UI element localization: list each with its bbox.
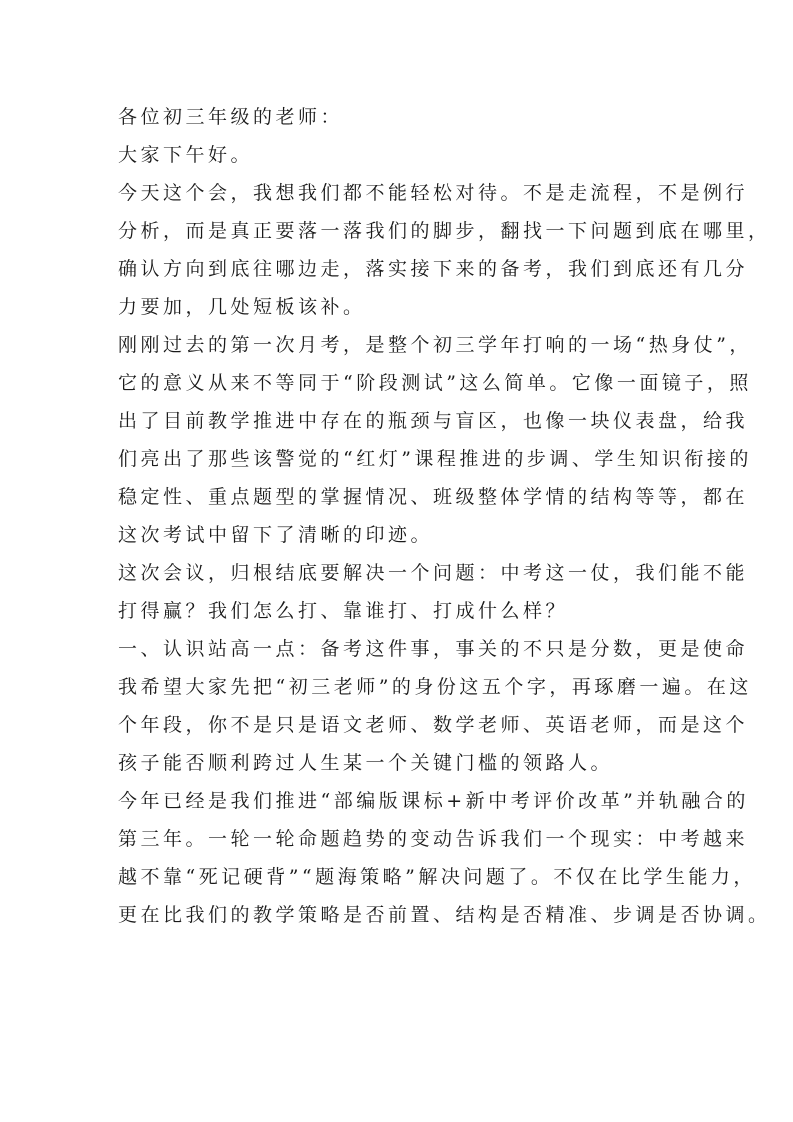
text-line: 力要加，几处短板该补。 <box>118 296 366 318</box>
paragraph <box>118 136 688 174</box>
paragraph <box>118 174 771 326</box>
text-line: 今年已经是我们推进“部编版课标+新中考评价改革”并轨融合的 <box>118 790 749 812</box>
text-line: 更在比我们的教学策略是否前置、结构是否精准、步调是否协调。 <box>118 904 771 926</box>
text-line: 刚刚过去的第一次月考，是整个初三学年打响的一场“热身仗”， <box>118 334 752 356</box>
text-line: 各位初三年级的老师： <box>118 106 344 128</box>
paragraph <box>118 630 749 668</box>
text-line: 第三年。一轮一轮命题趋势的变动告诉我们一个现实：中考越来 <box>118 828 749 850</box>
text-line: 孩子能否顺利跨过人生某一个关键门槛的领路人。 <box>118 752 614 774</box>
text-line: 稳定性、重点题型的掌握情况、班级整体学情的结构等等，都在 <box>118 486 749 508</box>
text-line: 分析，而是真正要落一落我们的脚步，翻找一下问题到底在哪里， <box>118 220 771 242</box>
text-line: 们亮出了那些该警觉的“红灯”课程推进的步调、学生知识衔接的 <box>118 448 752 470</box>
paragraph <box>118 98 688 136</box>
text-line: 这次会议，归根结底要解决一个问题：中考这一仗，我们能不能 <box>118 562 749 584</box>
text-line: 我希望大家先把“初三老师”的身份这五个字，再琢磨一遍。在这 <box>118 676 752 698</box>
text-line: 打得赢？我们怎么打、靠谁打、打成什么样？ <box>118 600 569 622</box>
paragraph <box>118 782 771 934</box>
paragraph <box>118 326 752 554</box>
text-line: 它的意义从来不等同于“阶段测试”这么简单。它像一面镜子，照 <box>118 372 752 394</box>
text-line: 确认方向到底往哪边走，落实接下来的备考，我们到底还有几分 <box>118 258 749 280</box>
text-line: 个年段，你不是只是语文老师、数学老师、英语老师，而是这个 <box>118 714 749 736</box>
text-line: 出了目前教学推进中存在的瓶颈与盲区，也像一块仪表盘，给我 <box>118 410 749 432</box>
text-line: 一、认识站高一点：备考这件事，事关的不只是分数，更是使命 <box>118 638 749 660</box>
text-line: 大家下午好。 <box>118 144 254 166</box>
paragraph <box>118 668 752 782</box>
document-page <box>118 98 771 934</box>
text-line: 越不靠“死记硬背”“题海策略”解决问题了。不仅在比学生能力， <box>118 866 756 888</box>
text-line: 这次考试中留下了清晰的印迹。 <box>118 524 434 546</box>
paragraph <box>118 554 749 630</box>
text-line: 今天这个会，我想我们都不能轻松对待。不是走流程，不是例行 <box>118 182 749 204</box>
